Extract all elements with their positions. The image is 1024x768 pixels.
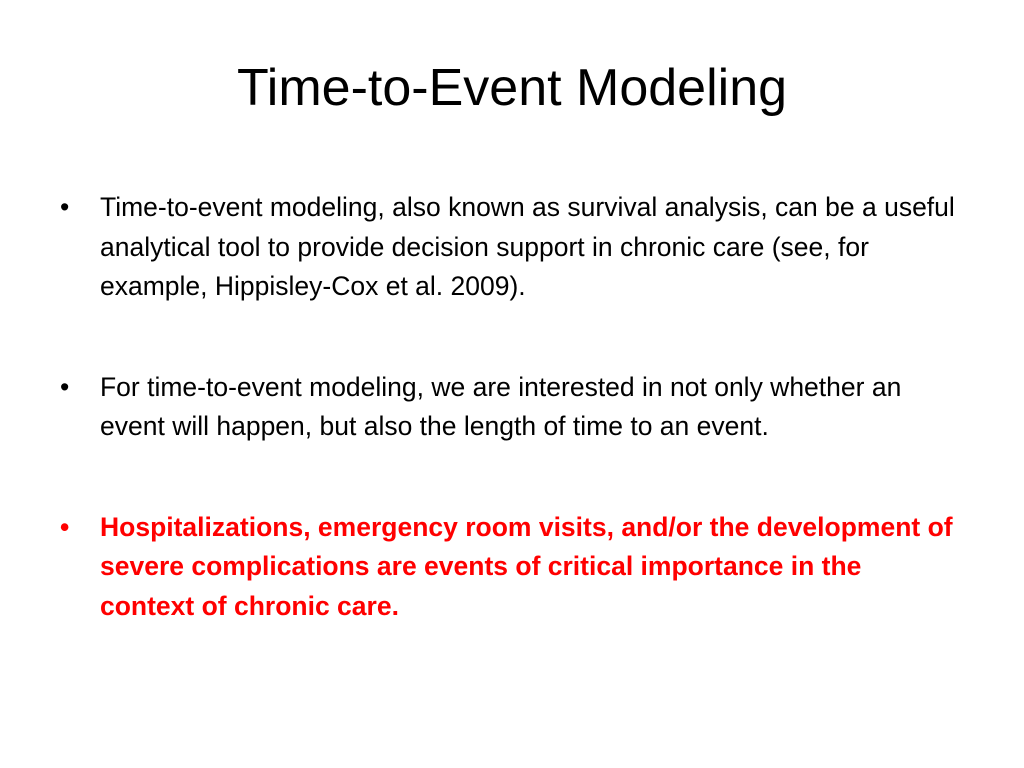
bullet-text-1: Time-to-event modeling, also known as survival analysis, can be a useful analytical tool to provide decision support in chronic care (see, for example, Hippisley-Cox et al. 2009). [100,192,955,301]
bullet-text-2: For time-to-event modeling, we are interested in not only whether an event will happen, but also the length of time to an event. [100,371,902,441]
bullet-item-1 [60,188,960,307]
bullet-list [60,188,960,687]
bullet-item-2 [60,368,960,447]
slide-title: Time-to-Event Modeling [236,59,788,117]
bullet-dot-icon: • [60,192,70,222]
bullet-item-3-highlighted [60,508,960,627]
bullet-dot-icon: • [60,511,70,542]
bullet-text-3: Hospitalizations, emergency room visits, and/or the development of severe complications are events of critical importance in the context of chronic care. [100,511,953,621]
bullet-dot-icon: • [60,371,70,402]
